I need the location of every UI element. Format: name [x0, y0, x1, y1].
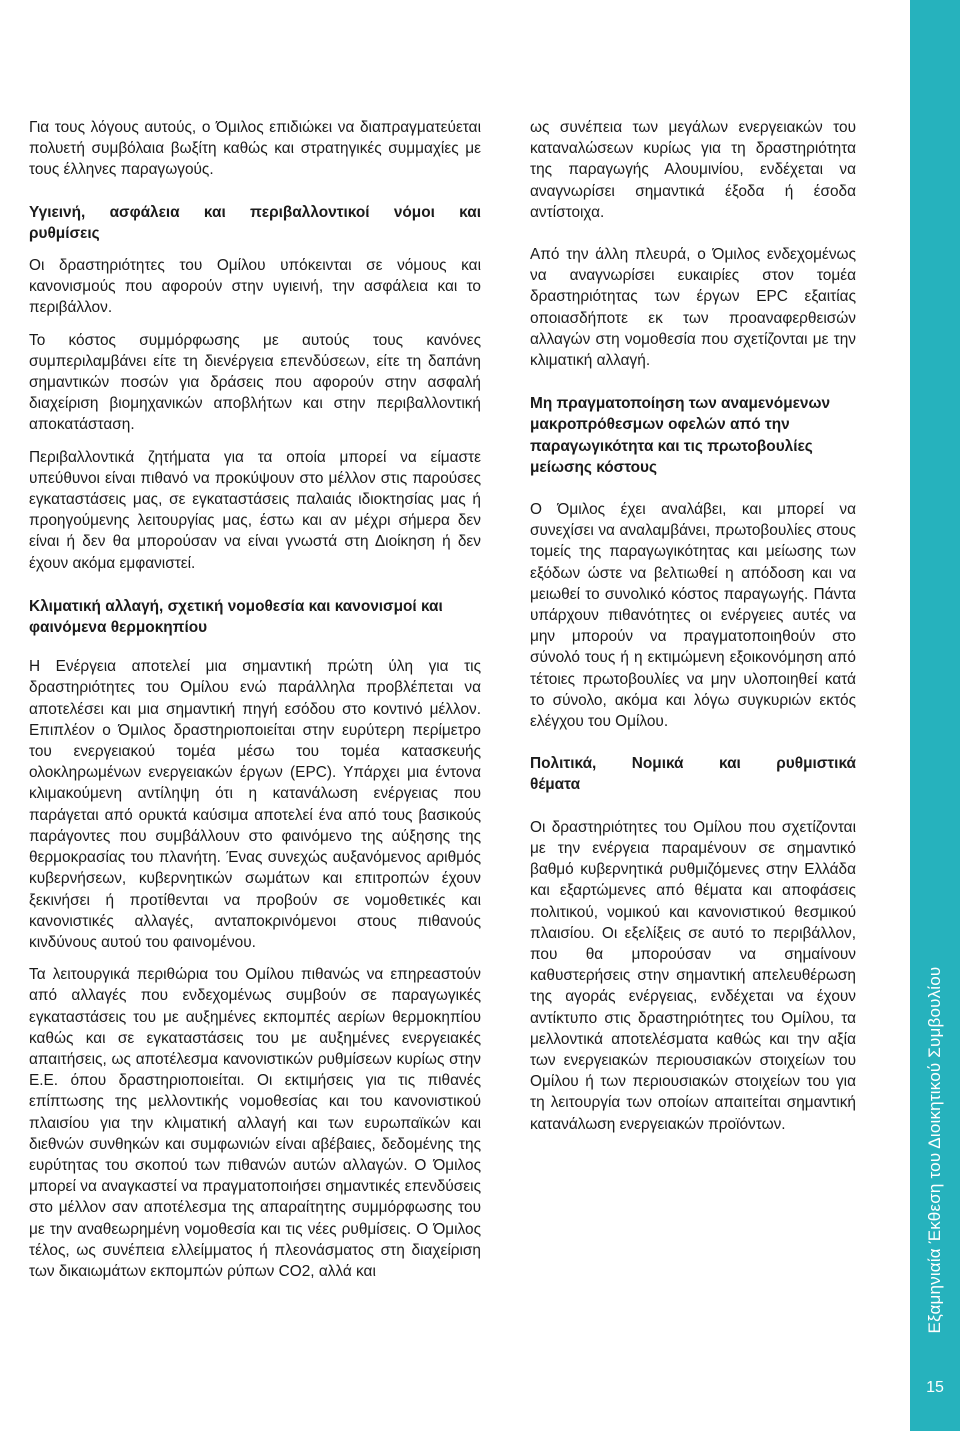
paragraph: Το κόστος συμμόρφωσης με αυτούς τους κανόνες συμπεριλαμβάνει είτε τη διενέργεια επενδύσεων, είτε τη δαπάνη σημαντικών ποσών για δράσεις που αφορούν στην ασφαλή διαχείριση βιομηχανικών αποβλήτων και στην περιβαλλοντική αποκατάσταση.	[29, 331, 481, 434]
paragraph: Από την άλλη πλευρά, ο Όμιλος ενδεχομένως να αναγνωρίσει ευκαιρίες στον τομέα δραστηριότητας των έργων EPC εξαιτίας οποιασδήποτε εκ των προαναφερθεισών αλλαγών στη νομοθεσία που σχετίζονται με την κλιματική αλλαγή.	[530, 246, 856, 370]
report-title-vertical: Εξαμηνιαία Έκθεση του Διοικητικού Συμβουλίου	[925, 966, 944, 1334]
section-heading-productivity: Μη πραγματοποίηση των αναμενόμενων μακροπρόθεσμων οφελών από την παραγωγικότητα και τις πρωτοβουλίες μείωσης κόστους	[530, 395, 831, 476]
paragraph: ως συνέπεια των μεγάλων ενεργειακών του καταναλώσεων κυρίως για τη δραστηριότητα της παραγωγής Αλουμινίου, ενδέχεται να αναγνωρίσει σημαντικά έξοδα ή έσοδα αντίστοιχα.	[530, 119, 856, 221]
paragraph: Για τους λόγους αυτούς, ο Όμιλος επιδιώκει να διαπραγματεύεται πολυετή συμβόλαια βωξίτη καθώς και στρατηγικές συμμαχίες με τους έλληνες παραγωγούς.	[29, 119, 481, 179]
paragraph: Οι δραστηριότητες του Ομίλου υπόκεινται σε νόμους και κανονισμούς που αφορούν στην υγιεινή, την ασφάλεια και το περιβάλλον.	[29, 257, 481, 317]
section-heading-political-legal: Πολιτικά, Νομικά και ρυθμιστικά θέματα	[530, 755, 856, 794]
paragraph: Περιβαλλοντικά ζητήματα για τα οποία μπορεί να είμαστε υπεύθυνοι είναι πιθανό να προκύψουν στο μέλλον στις παρούσες εγκαταστάσεις μας, σε εγκαταστάσεις παλαιάς ιδιοκτησίας μας ή προηγούμενης λειτουργίας μας, έστω και αν μέχρι σήμερα δεν είναι ή δεν θα μπορούσαν να είναι γνωστά στη Διοίκηση ή δεν έχουν ακόμα εμφανιστεί.	[29, 448, 481, 572]
paragraph: Τα λειτουργικά περιθώρια του Ομίλου πιθανώς να επηρεαστούν από αλλαγές που ενδεχομένως συμβούν σε παραγωγικές εγκαταστάσεις του με αυξημένες εκπομπές αερίων θερμοκηπίου καθώς και σε εγκαταστάσεις του με αυξημένες ενεργειακές απαιτήσεις, ως αποτέλεσμα κανονιστικών ρυθμίσεων κυρίως στην Ε.Ε. όπου δραστηριοποιείται. Οι εκτιμήσεις για τις πιθανές επίπτωσης της μελλοντικής νομοθεσίας και του κανονιστικού πλαισίου για την κλιματική αλλαγή και των ευρωπαϊκών και διεθνών συνθηκών και συμφωνιών είναι αβέβαιες, δεδομένης της ευρύτητας του σκοπού των πιθανών αυτών αλλαγών. Ο Όμιλος μπορεί να αναγκαστεί να πραγματοποιήσει σημαντικές επενδύσεις στο μέλλον σαν αποτέλεσμα της απαραίτητης συμμόρφωσης του με την αναθεωρημένη νομοθεσία και τις νέες ρυθμίσεις. Ο Όμιλος τέλος, ως συνέπεια ελλείμματος ή πλεονάσματος στη διαχείριση των δικαιωμάτων εκπομπών ρύπων CO2, αλλά και	[29, 966, 481, 1280]
paragraph: Οι δραστηριότητες του Ομίλου που σχετίζονται με την ενέργεια παραμένουν σε σημαντικό βαθμό κυβερνητικά ρυθμιζόμενες στην Ελλάδα και εξαρτώμενες από θέματα και αποφάσεις πολιτικού, νομικού και κανονιστικού θεσμικού πλαισίου. Οι εξελίξεις σε αυτό το περιβάλλον, που θα μπορούσαν να σημαίνουν καθυστερήσεις στην σημαντική απελευθέρωση της αγοράς ενέργειας, ενδέχεται να έχουν αντίκτυπο στις δραστηριότητες του Ομίλου, τα μελλοντικά αποτελέσματα καθώς και την αξία των ενεργειακών περιουσιακών στοιχείων του Ομίλου ή των περιουσιακών στοιχείων του για τη λειτουργία των οποίων απαιτείται σημαντική κατανάλωση ενεργειακών προϊόντων.	[530, 818, 856, 1133]
page-number: 15	[926, 1379, 944, 1396]
paragraph: Ο Όμιλος έχει αναλάβει, και μπορεί να συνεχίσει να αναλαμβάνει, πρωτοβουλίες στους τομείς της παραγωγικότητας και μείωσης των εξόδων ώστε να βελτιωθεί η απόδοση και να μειωθεί το συνολικό κόστος παραγωγής. Πάντα υπάρχουν πιθανότητες οι ενέργειες αυτές να μην μπορούν να πραγματοποιηθούν στο σύνολό τους ή η εκτιμώμενη εξοικονόμηση από τέτοιες πρωτοβουλίες να μην υλοποιηθεί κατά το σύνολο, ακόμα και λόγω συγκυριών εκτός ελέγχου του Ομίλου.	[530, 501, 856, 731]
section-heading-climate-change: Κλιματική αλλαγή, σχετική νομοθεσία και κανονισμοί και φαινόμενα θερμοκηπίου	[29, 597, 443, 637]
section-heading-health-safety: Υγιεινή, ασφάλεια και περιβαλλοντικοί νόμοι και ρυθμίσεις	[29, 203, 481, 242]
paragraph: Η Ενέργεια αποτελεί μια σημαντική πρώτη ύλη για τις δραστηριότητες του Ομίλου ενώ παράλληλα προβλέπεται να αποτελέσει και μια σημαντική πηγή εσόδου στο κοντινό μέλλον. Επιπλέον ο Όμιλος δραστηριοποιείται στην ευρύτερη περίμετρο του ενεργειακού τομέα μέσω του τομέα κατασκευής ολοκληρωμένων ενεργειακών έργων (EPC). Υπάρχει μια έντονα κλιμακούμενη αντίληψη ότι η κατανάλωση ενέργειας που παράγεται από ορυκτά καύσιμα αποτελεί ένα από τους βασικούς παράγοντες που συμβάλλουν στο φαινόμενο της αύξησης της θερμοκρασίας του πλανήτη. Ένας συνεχώς αυξανόμενος αριθμός κυβερνήσεων, κυβερνητικών σωμάτων και επιτροπών έχουν ξεκινήσει ή προτίθενται να προβούν σε νομοθετικές και κανονιστικές αλλαγές, ανταποκρινόμενοι στους πιθανούς κινδύνους αυτού του φαινομένου.	[29, 658, 481, 951]
right-column	[530, 117, 856, 1135]
left-column	[29, 117, 481, 1282]
